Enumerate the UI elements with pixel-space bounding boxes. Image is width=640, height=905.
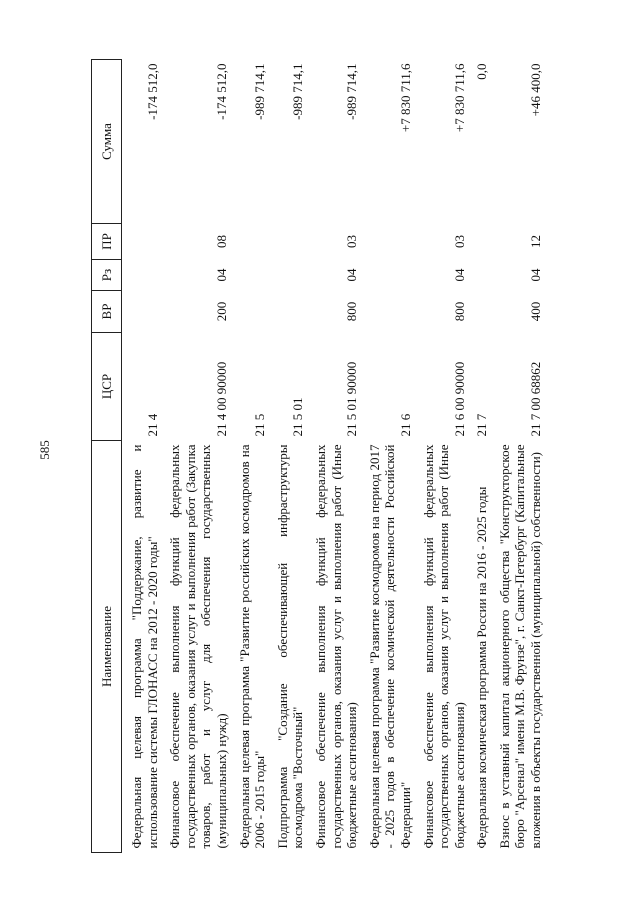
row-rz: 04 — [344, 268, 360, 282]
rotated-content — [91, 60, 576, 853]
row-csr: 21 4 — [144, 413, 160, 437]
row-csr: 21 5 01 — [290, 397, 306, 437]
row-name: Взнос в уставный капитал акционерного общества "Конструкторское бюро "Арсенал" имени М.В. Фрунзе", г. Санкт-Петербург (Капитальные вложения в объекты государственной (муниципальной) собственности) — [496, 444, 544, 849]
row-vr: 800 — [344, 301, 360, 322]
row-name: Подпрограмма "Создание обеспечивающей инфраструктуры космодрома "Восточный" — [274, 444, 306, 849]
table-row — [122, 60, 161, 853]
row-name: Финансовое обеспечение выполнения функций федеральных государственных органов, оказания услуг и выполнения работ (Иные бюджетные ассигнования) — [312, 444, 360, 849]
row-csr: 21 6 — [397, 413, 413, 437]
row-name: Федеральная целевая программа "Поддержание, развитие и использование системы ГЛОНАСС на 2012 - 2020 годы" — [129, 444, 160, 849]
row-vr: 400 — [528, 301, 544, 322]
row-vr: 200 — [213, 301, 229, 322]
row-name: Федеральная целевая программа "Развитие космодромов на период 2017 - 2025 годов в обеспечение космической деятельности Российской Федерации" — [366, 444, 413, 849]
row-vr — [122, 291, 161, 333]
header-rz: Рз — [92, 260, 122, 291]
row-name: Федеральная целевая программа "Развитие российских космодромов на 2006 - 2015 годы" — [236, 444, 268, 849]
header-pr: ПР — [92, 224, 122, 260]
row-pr: 03 — [344, 235, 360, 248]
table-row — [268, 60, 306, 853]
row-sum: +7 830 711,6 — [451, 63, 467, 133]
row-pr: 03 — [451, 235, 467, 248]
budget-table — [91, 59, 544, 853]
row-csr: 21 4 00 90000 — [213, 361, 229, 437]
row-rz — [360, 260, 414, 291]
row-rz: 04 — [528, 268, 544, 282]
row-vr — [230, 291, 268, 333]
header-csr: ЦСР — [92, 333, 122, 441]
table-row — [360, 60, 414, 853]
table-row — [467, 60, 490, 853]
row-pr — [360, 224, 414, 260]
row-sum: -174 512,0 — [144, 63, 160, 120]
row-pr: 12 — [528, 235, 544, 248]
row-vr: 800 — [451, 301, 467, 322]
row-rz — [230, 260, 268, 291]
row-csr: 21 7 — [474, 413, 490, 437]
table-header-row — [92, 60, 122, 853]
table-row — [490, 60, 544, 853]
row-name: Финансовое обеспечение выполнения функций федеральных государственных органов, оказания услуг и выполнения работ (Иные бюджетные ассигнования) — [420, 444, 467, 849]
row-name: Федеральная космическая программа России на 2016 - 2025 годы — [474, 486, 490, 849]
table-row — [414, 60, 468, 853]
row-pr — [230, 224, 268, 260]
row-sum: -989 714,1 — [344, 63, 360, 120]
table-row — [160, 60, 229, 853]
row-csr: 21 7 00 68862 — [528, 361, 544, 437]
table-row — [230, 60, 268, 853]
row-sum: -989 714,1 — [252, 63, 268, 120]
rotated-page-area — [91, 60, 576, 853]
row-sum: -174 512,0 — [213, 63, 229, 120]
row-pr — [467, 224, 490, 260]
row-name: Финансовое обеспечение выполнения функций федеральных государственных органов, оказания услуг и выполнения работ (Закупка товаров, работ и услуг для обеспечения государственных (муниципальных) нужд) — [167, 444, 229, 849]
row-sum: +46 400,0 — [528, 63, 544, 117]
row-pr — [122, 224, 161, 260]
header-vr: ВР — [92, 291, 122, 333]
header-name: Наименование — [92, 441, 122, 853]
page-number: 585 — [37, 440, 52, 460]
row-csr: 21 5 01 90000 — [344, 361, 360, 437]
row-rz: 04 — [213, 268, 229, 282]
row-vr — [360, 291, 414, 333]
table-row — [306, 60, 360, 853]
row-rz — [122, 260, 161, 291]
row-sum: +7 830 711,6 — [397, 63, 413, 133]
row-csr: 21 6 00 90000 — [451, 361, 467, 437]
row-sum: -989 714,1 — [290, 63, 306, 120]
row-pr: 08 — [213, 235, 229, 248]
row-vr — [467, 291, 490, 333]
row-vr — [268, 291, 306, 333]
row-rz — [467, 260, 490, 291]
row-rz: 04 — [451, 268, 467, 282]
row-pr — [268, 224, 306, 260]
row-sum: 0,0 — [474, 63, 490, 80]
row-rz — [268, 260, 306, 291]
row-csr: 21 5 — [252, 413, 268, 437]
header-sum: Сумма — [92, 60, 122, 224]
